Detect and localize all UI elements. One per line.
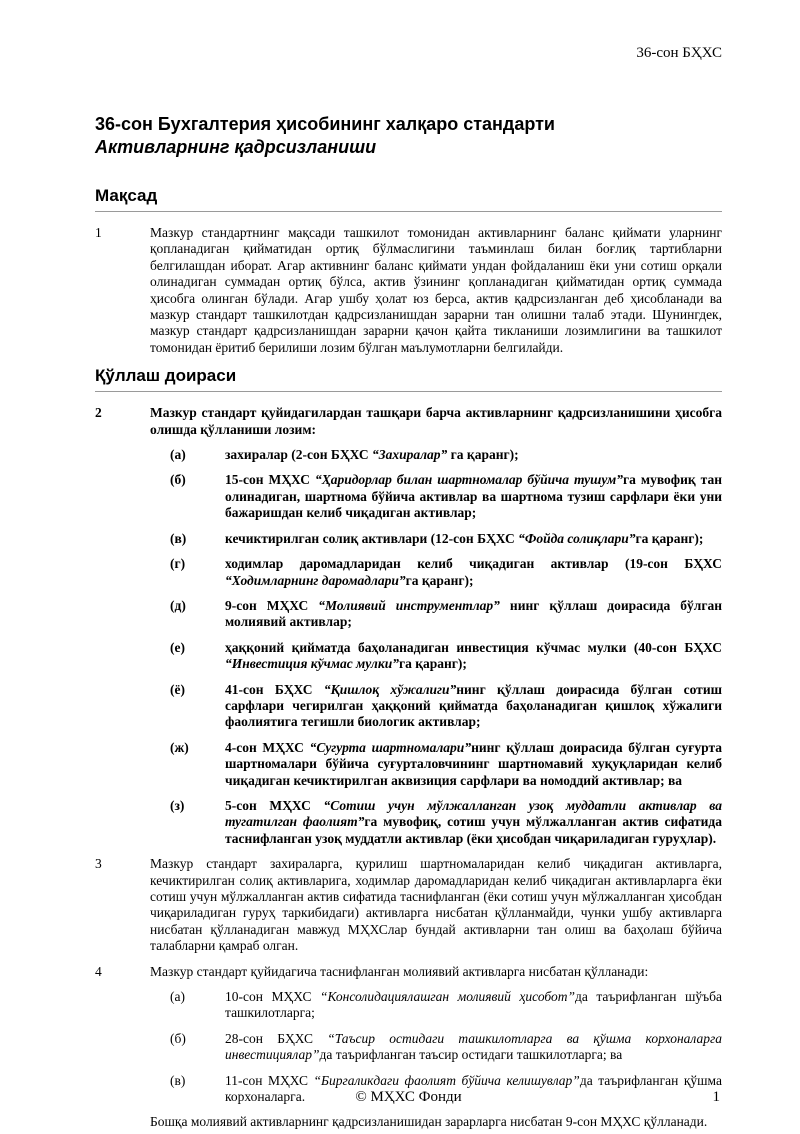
text-run: 4-сон МҲХС xyxy=(225,739,310,755)
paragraph-4-closing-spacer xyxy=(95,1114,150,1130)
list-item-text xyxy=(225,989,722,1022)
text-run: “Ходимларнинг даромадлари” xyxy=(225,572,406,588)
text-run: 28-сон БҲХС xyxy=(225,1030,328,1046)
text-run: нинг қўллаш доирасида бўлган молиявий активлар; xyxy=(225,597,722,630)
list-item xyxy=(170,556,722,589)
paragraph-2-text xyxy=(150,405,722,438)
list-item-text xyxy=(225,598,722,631)
list-item-label: (ё) xyxy=(170,681,185,697)
text-run: га қаранг); xyxy=(398,656,467,672)
text-run: Бошқа молиявий активларнинг қадрсизланишидан зарарларга нисбатан 9-сон МҲХС қўлланади. xyxy=(150,1114,708,1130)
list-item-label: (г) xyxy=(170,556,186,572)
text-run: захиралар (2-сон БҲХС xyxy=(225,447,372,463)
title-line-2: Активларнинг қадрсизланиши xyxy=(95,137,377,157)
list-item xyxy=(170,531,722,547)
paragraph-1 xyxy=(95,225,722,356)
list-item xyxy=(170,989,722,1022)
list-item xyxy=(170,682,722,731)
list-item-label: (е) xyxy=(170,639,185,655)
paragraph-4-closing xyxy=(95,1114,722,1130)
list-item-text xyxy=(225,1031,722,1064)
text-run: “Сотиш учун мўлжалланган узоқ муддатли активлар ва тугатилган фаолият” xyxy=(225,797,722,830)
header-doc-ref: 36-сон БҲХС xyxy=(636,45,722,61)
text-run: 11-сон МҲХС xyxy=(225,1072,314,1088)
section-heading-purpose: Мақсад xyxy=(95,185,722,212)
paragraph-2-items xyxy=(170,447,722,847)
paragraph-1-number: 1 xyxy=(95,225,102,240)
text-run: “Фойда солиқлари” xyxy=(518,530,636,546)
list-item xyxy=(170,740,722,789)
paragraph-3 xyxy=(95,856,722,954)
list-item-label: (д) xyxy=(170,597,186,613)
text-run: да таърифланган шўъба ташкилотларга; xyxy=(225,989,722,1021)
paragraph-4 xyxy=(95,964,722,980)
list-item xyxy=(170,447,722,463)
text-run: “Консолидациялашган молиявий ҳисобот” xyxy=(319,989,576,1005)
text-run: 41-сон БҲХС xyxy=(225,681,324,697)
footer-copyright: © МҲХС Фонди xyxy=(355,1089,462,1105)
paragraph-2-block xyxy=(95,405,722,847)
paragraph-1-text xyxy=(150,225,722,356)
list-item-label: (б) xyxy=(170,1030,186,1046)
list-item-text xyxy=(225,447,722,463)
list-item-text xyxy=(225,682,722,731)
list-item-label: (а) xyxy=(170,989,185,1005)
text-run: 15-сон МҲХС xyxy=(225,472,315,488)
list-item-label: (в) xyxy=(170,530,187,546)
paragraph-3-text xyxy=(150,856,722,954)
text-run: Мазкур стандарт захираларга, қурилиш шартномаларидан келиб чиқадиган активларга, кечиктирилган солиқ активларига, ходимлар даромадларидан келиб чиқадиган активларларга ёки сотиш учун мўлжалланган актив сифатида таснифланган (ёки сотиш учун мўлжалланган ҳисобдан чиқариладиган гуруҳ таркибидаги) активларга нисбатан қўлланмайди, чунки ушбу активларга нисбатан қўлланадиган мавжуд МҲХСлар бундай активларни тан олиш ва баҳолаш бўйича талабларни қамраб олган. xyxy=(150,856,722,954)
list-item xyxy=(170,640,722,673)
list-item-text xyxy=(225,472,722,521)
text-run: нинг қўллаш доирасида бўлган суғурта шартномалари бўйича суғурталовчининг шартномавий хуқуқларидан келиб чиқадиган кечиктирилган аквизиция сарфлари ва номоддий активлар; ва xyxy=(225,739,723,788)
text-run: га қаранг); xyxy=(405,572,474,588)
text-run: “Молиявий инструментлар” xyxy=(318,597,500,613)
list-item-label: (з) xyxy=(170,797,185,813)
list-item-text xyxy=(225,556,722,589)
list-item-label: (а) xyxy=(170,447,186,463)
text-run: га мувофиқ тан олинадиган, шартнома бўйича активлар ва шартнома тузиш сарфлари ёки уни бажаришдан келиб чиқадиган активлар; xyxy=(225,472,722,521)
paragraph-2 xyxy=(95,405,722,438)
paragraph-4-text xyxy=(150,964,722,980)
list-item-label: (ж) xyxy=(170,739,189,755)
list-item-label: (б) xyxy=(170,472,186,488)
list-item xyxy=(170,798,722,847)
text-run: “Таъсир остидаги ташкилотларга ва қўшма корхоналарга инвестициялар” xyxy=(225,1030,722,1063)
text-run: да таърифланган қўшма корхоналарга. xyxy=(225,1072,722,1105)
page-header xyxy=(95,44,722,62)
section-heading-scope: Қўллаш доираси xyxy=(95,365,722,392)
text-run: 5-сон МҲХС xyxy=(225,797,324,813)
text-run: Мазкур стандарт қуйидагилардан ташқари барча активларнинг қадрсизланишини ҳисобга олишда қўлланиши лозим: xyxy=(150,405,722,437)
list-item-text xyxy=(225,640,722,673)
list-item-text xyxy=(225,740,722,789)
list-item-label: (в) xyxy=(170,1072,186,1088)
list-item-text xyxy=(225,531,722,547)
text-run: Мазкур стандарт қуйидагича таснифланган молиявий активларга нисбатан қўлланади: xyxy=(150,963,649,979)
text-run: 9-сон МҲХС xyxy=(225,597,319,613)
list-item xyxy=(170,598,722,631)
list-item-text xyxy=(225,798,722,847)
document-title xyxy=(95,113,722,159)
text-run: 10-сон МҲХС xyxy=(225,989,320,1005)
title-line-1: 36-сон Бухгалтерия ҳисобининг халқаро стандарти xyxy=(95,114,555,134)
text-run: нинг қўллаш доирасида бўлган сотиш сарфлари чегирилган ҳаққоний қийматда баҳоланадиган қишлоқ хўжалиги фаолиятига тегишли биологик активлар; xyxy=(225,681,722,730)
text-run: “Ҳаридорлар билан шартномалар бўйича тушум” xyxy=(314,472,624,488)
list-item xyxy=(170,1031,722,1064)
text-run: “Сугурта шартномалари” xyxy=(309,739,472,755)
text-run: га қаранг); xyxy=(635,530,704,546)
paragraph-3-number: 3 xyxy=(95,856,102,872)
text-run: ходимлар даромадларидан келиб чиқадиган активлар (19-сон БҲХС xyxy=(225,556,722,572)
text-run: “Захиралар” xyxy=(371,447,448,463)
list-item xyxy=(170,472,722,521)
text-run: да таърифланган таъсир остидаги ташкилотларга; ва xyxy=(319,1047,623,1063)
text-run: “Қишлоқ хўжалиги” xyxy=(323,681,457,697)
text-run: “Биргаликдаги фаолият бўйича келишувлар” xyxy=(313,1072,580,1088)
paragraph-4-number: 4 xyxy=(95,963,102,979)
text-run: га мувофиқ, сотиш учун мўлжалланган актив сифатида таснифланган узоқ муддатли активлар (ёки ҳисобдан чиқариладиган гуруҳлар). xyxy=(225,814,722,846)
footer-page-number: 1 xyxy=(712,1089,720,1105)
text-run: га қаранг); xyxy=(447,447,519,463)
paragraph-4-closing-text xyxy=(150,1114,722,1130)
paragraph-2-number: 2 xyxy=(95,405,102,421)
text-run: ҳаққоний қийматда баҳоланадиган инвестиция кўчмас мулки (40-сон БҲХС xyxy=(225,639,722,655)
text-run: Мазкур стандартнинг мақсади ташкилот томонидан активларнинг баланс қиймати уларнинг қопланадиган қийматидан ортиқ бўлмаслигини таъминлаш билан боғлиқ тартибларни белгилашдан иборат. Агар активнинг баланс қиймати ундан фойдаланиш ёки уни сотиш орқали олинадиган суммадан ортиқ бўлса, актив ўзининг қопланадиган қийматидан ортиқ суммада ҳисобга олинган бўлади. Агар ушбу ҳолат юз берса, актив қадрсизланган деб ҳисобланади ва мазкур стандарт ташкилотдан қадрсизланишдан зарарни тан олишни талаб этади. Шунингдек, мазкур стандарт қадрсизланишдан зарарни қачон қайта тикланиши лозимлигини ва ташкилот томонидан ёритиб берилиши лозим бўлган маълумотларни белгилайди. xyxy=(150,225,722,355)
text-run: “Инвестиция кўчмас мулки” xyxy=(225,656,399,672)
text-run: кечиктирилган солиқ активлари (12-сон БҲХС xyxy=(225,530,519,546)
